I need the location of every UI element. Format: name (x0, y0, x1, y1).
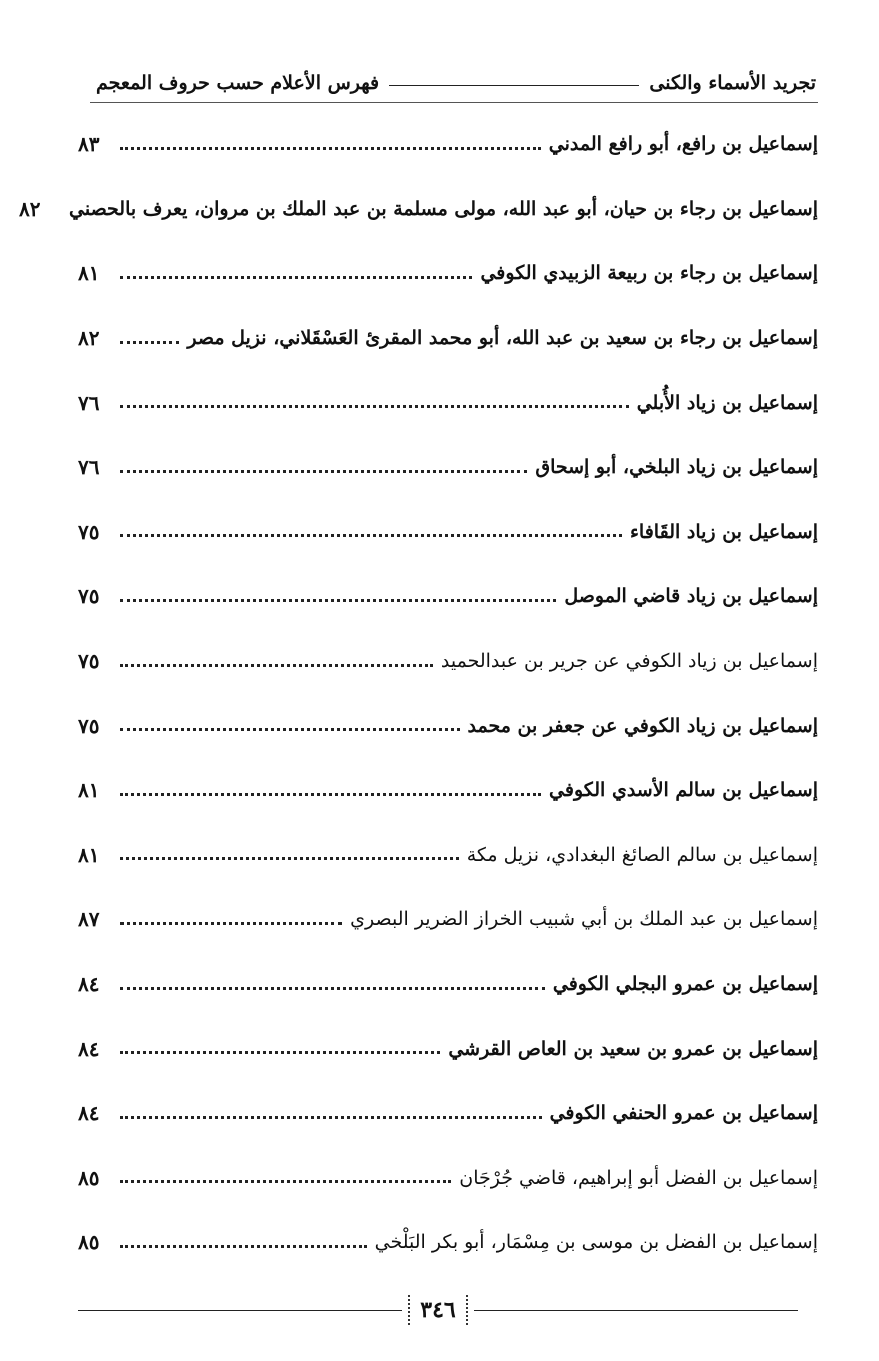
leader-dots (120, 147, 541, 150)
index-entry (78, 823, 818, 888)
leader-dots (120, 599, 556, 602)
entry-page: ٨١ (78, 778, 100, 803)
header-rule (389, 85, 639, 86)
entry-name: إسماعيل بن رجاء بن ربيعة الزبيدي الكوفي (480, 262, 818, 285)
index-entry (78, 1210, 818, 1275)
entry-page: ٨١ (78, 842, 100, 867)
entry-name: إسماعيل بن الفضل بن موسى بن مِسْمَار، أبو بكر البَلْخي (374, 1231, 818, 1254)
index-entry (78, 952, 818, 1017)
page-footer (78, 1290, 798, 1330)
leader-dots (120, 987, 545, 990)
entry-name: إسماعيل بن سالم الأسدي الكوفي (549, 779, 818, 802)
leader-dots (120, 405, 629, 408)
entry-name: إسماعيل بن زياد الأُبلي (636, 391, 818, 414)
index-entry (78, 564, 818, 629)
entry-name: إسماعيل بن رجاء بن حيان، أبو عبد الله، مولى مسلمة بن عبد الملك بن مروان، يعرف بالحصني (69, 197, 818, 220)
entry-page: ٨٤ (78, 1036, 100, 1061)
index-entry (78, 1146, 818, 1211)
index-entry (78, 629, 818, 694)
leader-dots (120, 1051, 440, 1054)
header-divider (90, 102, 818, 103)
leader-dots (120, 1180, 451, 1183)
leader-dots (120, 728, 460, 731)
header-section-title: فهرس الأعلام حسب حروف المعجم (96, 72, 380, 94)
footer-rule-left (78, 1310, 402, 1311)
leader-dots (120, 922, 342, 925)
leader-dots (120, 1116, 542, 1119)
running-header (96, 66, 816, 100)
index-entry (78, 112, 818, 177)
entry-name: إسماعيل بن رجاء بن سعيد بن عبد الله، أبو محمد المقرئ العَسْقَلاني، نزيل مصر (187, 327, 818, 350)
leader-dots (120, 276, 472, 279)
index-entry (78, 435, 818, 500)
entry-page: ٧٥ (78, 584, 100, 609)
entry-name: إسماعيل بن سالم الصائغ البغدادي، نزيل مكة (466, 843, 818, 866)
index-entry (78, 887, 818, 952)
entry-page: ٧٦ (78, 390, 100, 415)
entry-name: إسماعيل بن زياد البلخي، أبو إسحاق (535, 456, 818, 479)
entry-page: ٧٥ (78, 649, 100, 674)
leader-dots (120, 857, 459, 860)
footer-rule-right (474, 1310, 798, 1311)
index-entry (78, 370, 818, 435)
index-entry (78, 1016, 818, 1081)
entry-name: إسماعيل بن عمرو بن سعيد بن العاص القرشي (448, 1037, 818, 1060)
entry-page: ٨٤ (78, 1101, 100, 1126)
index-entry (78, 693, 818, 758)
entry-name: إسماعيل بن زياد الكوفي عن جرير بن عبدالحميد (440, 650, 818, 673)
entry-name: إسماعيل بن عمرو الحنفي الكوفي (549, 1102, 818, 1125)
page-number: ٣٤٦ (408, 1295, 467, 1325)
entry-name: إسماعيل بن الفضل أبو إبراهيم، قاضي جُرْجَان (459, 1166, 818, 1189)
index-entry (78, 306, 818, 371)
index-entry (19, 177, 818, 242)
index-entry (78, 500, 818, 565)
entry-page: ٨٢ (78, 326, 100, 351)
leader-dots (120, 341, 179, 344)
entry-name: إسماعيل بن رافع، أبو رافع المدني (548, 133, 818, 156)
entry-page: ٧٥ (78, 519, 100, 544)
entry-name: إسماعيل بن زياد القَافاء (629, 520, 818, 543)
entry-page: ٨٢ (19, 196, 41, 221)
leader-dots (120, 1245, 367, 1248)
entry-page: ٨٥ (78, 1165, 100, 1190)
header-book-title: تجريد الأسماء والكنى (649, 72, 816, 94)
entry-name: إسماعيل بن عبد الملك بن أبي شبيب الخراز الضرير البصري (350, 908, 818, 931)
leader-dots (120, 470, 527, 473)
index-entry (78, 758, 818, 823)
entry-page: ٨١ (78, 261, 100, 286)
entry-name: إسماعيل بن زياد الكوفي عن جعفر بن محمد (467, 714, 818, 737)
entry-page: ٨٤ (78, 972, 100, 997)
entry-page: ٨٥ (78, 1230, 100, 1255)
leader-dots (120, 793, 541, 796)
index-entries-list (19, 112, 818, 1275)
entry-page: ٨٣ (78, 132, 100, 157)
entry-page: ٧٥ (78, 713, 100, 738)
leader-dots (120, 664, 433, 667)
index-entry (78, 1081, 818, 1146)
leader-dots (120, 534, 622, 537)
entry-page: ٨٧ (78, 907, 100, 932)
entry-name: إسماعيل بن عمرو البجلي الكوفي (552, 973, 818, 996)
entry-page: ٧٦ (78, 455, 100, 480)
entry-name: إسماعيل بن زياد قاضي الموصل (564, 585, 818, 608)
index-entry (78, 241, 818, 306)
